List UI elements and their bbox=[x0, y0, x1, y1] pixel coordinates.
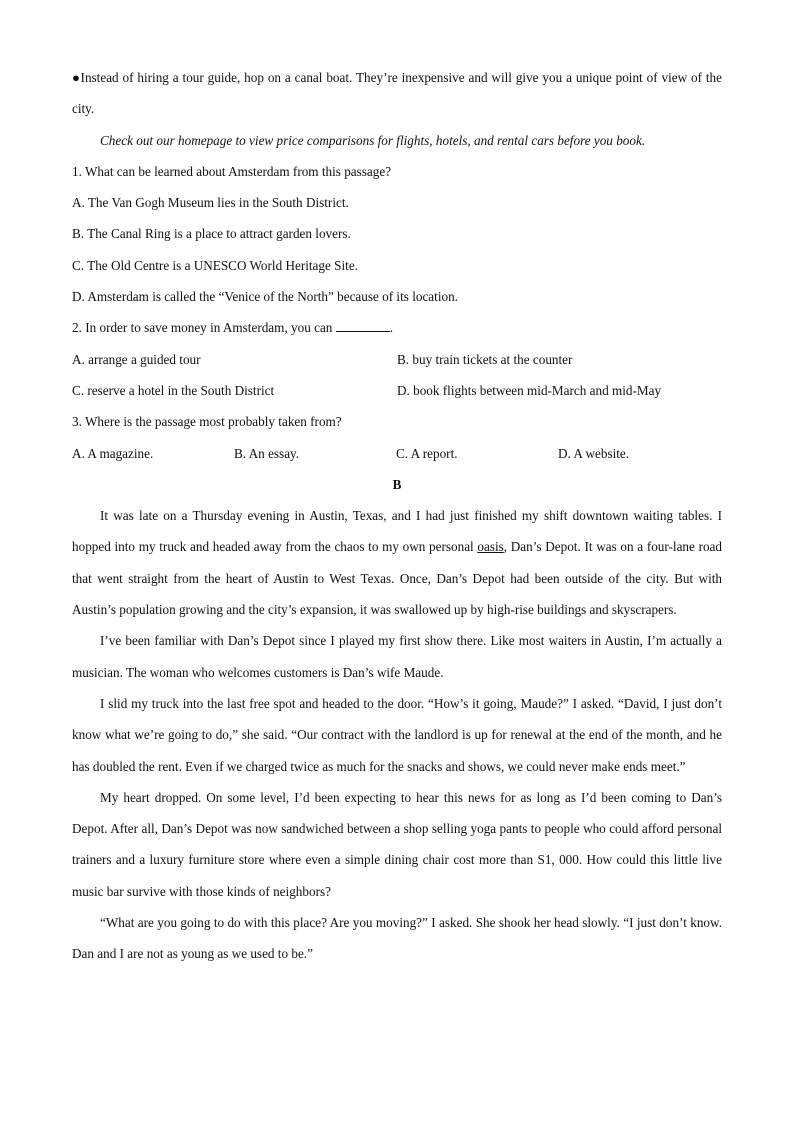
document-page bbox=[72, 62, 722, 970]
underlined-word: oasis bbox=[477, 539, 504, 555]
question-2-options-row-1 bbox=[72, 344, 722, 375]
question-3-option-a: A. A magazine. bbox=[72, 445, 154, 461]
question-1-option-b: B. The Canal Ring is a place to attract garden lovers. bbox=[72, 226, 351, 242]
paragraph-1 bbox=[72, 500, 722, 625]
section-b-heading: B bbox=[392, 476, 402, 492]
question-2-options-row-2 bbox=[72, 375, 722, 406]
question-2-option-a: A. arrange a guided tour bbox=[72, 351, 201, 367]
website-note: Check out our homepage to view price comparisons for flights, hotels, and rental cars before you book. bbox=[100, 132, 646, 148]
question-2-stem-end: . bbox=[389, 320, 393, 336]
paragraph-1-start: It was late on a Thursday evening in Austin, Texas, and I had just finished my shift downtown waiting tables. I hopped into my truck and headed away from the chaos to my own personal bbox=[72, 508, 722, 555]
answer-blank bbox=[336, 319, 390, 332]
paragraph-5: “What are you going to do with this place? Are you moving?” I asked. She shook her head slowly. “I just don’t know. Dan and I are not as young as we used to be.” bbox=[72, 915, 722, 962]
question-2-stem bbox=[72, 312, 722, 343]
question-1-stem: 1. What can be learned about Amsterdam from this passage? bbox=[72, 163, 392, 179]
question-3-option-c: C. A report. bbox=[396, 445, 458, 461]
question-3-option-d: D. A website. bbox=[558, 445, 630, 461]
question-1-option-c: C. The Old Centre is a UNESCO World Heritage Site. bbox=[72, 257, 358, 273]
tip-bullet: ●Instead of hiring a tour guide, hop on a canal boat. They’re inexpensive and will give you a unique point of view of the city. bbox=[72, 70, 722, 117]
paragraph-3: I slid my truck into the last free spot and headed to the door. “How’s it going, Maude?” I asked. “David, I just don’t know what we’re going to do,” she said. “Our contract with the landlord is up for renewal at the end of the month, and he has doubled the rent. Even if we charged twice as much for the snacks and shows, we could never make ends meet.” bbox=[72, 695, 722, 774]
question-3-stem: 3. Where is the passage most probably taken from? bbox=[72, 414, 342, 430]
question-2-stem-text: 2. In order to save money in Amsterdam, you can bbox=[72, 320, 333, 336]
question-1-option-a: A. The Van Gogh Museum lies in the South District. bbox=[72, 195, 349, 211]
paragraph-1-end: , Dan’s Depot. It was on a four-lane road that went straight from the heart of Austin to West Texas. Once, Dan’s Depot had been outside of the city. But with Austin’s population growing and the city’s expansion, it was swallowed up by high-rise buildings and skyscrapers. bbox=[72, 539, 723, 618]
question-3-options-row bbox=[72, 438, 722, 469]
question-2-option-c: C. reserve a hotel in the South District bbox=[72, 382, 275, 398]
paragraph-2: I’ve been familiar with Dan’s Depot since I played my first show there. Like most waiters in Austin, I’m actually a musician. The woman who welcomes customers is Dan’s wife Maude. bbox=[72, 633, 722, 680]
question-2-option-d: D. book flights between mid-March and mid-May bbox=[397, 382, 662, 398]
question-1-option-d: D. Amsterdam is called the “Venice of the North” because of its location. bbox=[72, 289, 458, 305]
question-3-option-b: B. An essay. bbox=[234, 445, 300, 461]
question-2-option-b: B. buy train tickets at the counter bbox=[397, 351, 573, 367]
paragraph-4: My heart dropped. On some level, I’d been expecting to hear this news for as long as I’d been coming to Dan’s Depot. After all, Dan’s Depot was now sandwiched between a shop selling yoga pants to people who could afford personal trainers and a luxury furniture store where even a simple dining chair cost more than S1, 000. How could this little live music bar survive with those kinds of neighbors? bbox=[72, 789, 722, 899]
